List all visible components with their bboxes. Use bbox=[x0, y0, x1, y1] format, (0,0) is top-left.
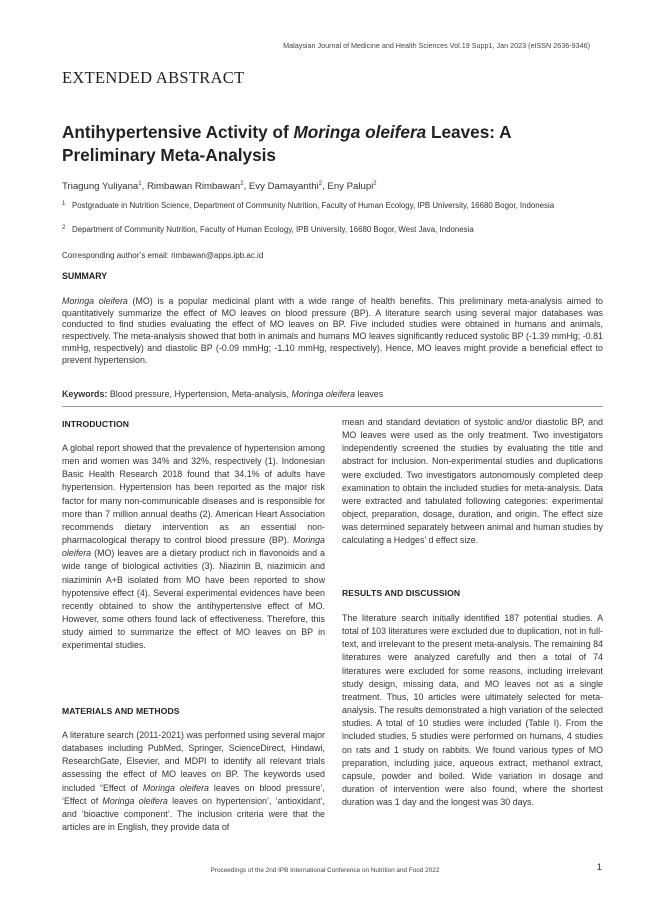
author-name: Evy Damayanthi bbox=[248, 181, 319, 192]
summary-species: Moringa oleifera bbox=[62, 296, 128, 306]
methods-text-continued: mean and standard deviation of systolic and/or diastolic BP, and MO leaves were used as the only treatment. Two investigators independently screened the studies by evaluating the title and abstract for inclusion. Non-experimental studies and duplications were excluded. Two investigators autonomously completed deep examination to obtain the included studies for meta-analysis. Data were extracted and tabulated following categories: experimental object, preparation, dosage, duration, and origin. The effect size was determined separately between animal and human studies by calculating a Hedges’ d effect size. bbox=[342, 417, 603, 546]
author-affiliation-mark: 1 bbox=[138, 180, 142, 187]
page-number: 1 bbox=[596, 862, 602, 873]
keywords: Keywords: Blood pressure, Hypertension, Meta-analysis, Moringa oleifera leaves bbox=[62, 389, 384, 399]
section-divider bbox=[62, 406, 603, 407]
journal-header: Malaysian Journal of Medicine and Health Sciences Vol.19 Supp1, Jan 2023 (eISSN 2636-9346) bbox=[283, 41, 590, 50]
affiliation-number: 2 bbox=[62, 225, 66, 231]
affiliation bbox=[62, 200, 602, 211]
title-part-1: Antihypertensive Activity of bbox=[62, 122, 294, 142]
keywords-label: Keywords: bbox=[62, 389, 108, 399]
summary-heading: SUMMARY bbox=[62, 271, 108, 281]
author-name: Triagung Yuliyana bbox=[62, 181, 139, 192]
summary-text: Moringa oleifera (MO) is a popular medicinal plant with a wide range of health benefits. This preliminary meta-analysis aimed to quantitatively summarize the effect of MO leaves on blood pressure (BP). A literature search using several major databases was conducted to find studies evaluating the effect of MO leaves on BP. Five included studies were obtained in humans and animals, respectively. The meta-analysis showed that both in animals and humans MO leaves significantly reduced systolic BP (-1.39 mmHg; -0.81 mmHg, respectively) and diastolic BP (-0.09 mmHg; -1.10 mmHg, respectively). Hence, MO leaves might provide a beneficial effect to prevent hypertension. bbox=[62, 296, 603, 365]
corresponding-email: Corresponding author’s email: rimbawan@apps.ipb.ac.id bbox=[62, 251, 264, 260]
paper-title bbox=[62, 121, 592, 167]
affiliation-number: 1 bbox=[62, 201, 66, 207]
results-text: The literature search initially identified 187 potential studies. A total of 103 literatures were excluded due to duplication, not in full-text, and irrelevant to the present meta-analysis. The remaining 84 literatures were analyzed carefully and then a total of 74 literatures were excluded for some reasons, including irrelevant study design, missing data, and MO leaves not as a single treatment. Thus, 10 articles were ultimately selected for meta-analysis. The results demonstrated a high variation of the selected studies. A total of 10 studies were included (Table I). From the included studies, 5 studies were performed on humans, 4 studies on rats and 1 study on rabbits. We found various types of MO preparation, including juice, aqueous extract, methanol extract, capsule, powder and boiled. Wide variation in dosage and duration of intervention were also found, where the shortest duration was 1 day and the longest was 30 days. bbox=[342, 613, 603, 808]
introduction-heading: INTRODUCTION bbox=[62, 419, 130, 429]
author-affiliation-mark: 2 bbox=[318, 180, 323, 187]
author-name: Rimbawan Rimbawan bbox=[146, 181, 241, 192]
introduction-text: A global report showed that the prevalence of hypertension among men and women was 34% and 32%, respectively (1). Indonesian Basic Health Research 2018 found that 34.1% of adults have hypertension. Hypertension has been reported as the major risk factor for many non-communicable diseases and is responsible for more than 7 million annual deaths (2). American Heart Association recommends dietary intervention as an essential non-pharmacological therapy to control blood pressure (BP). Moringa oleifera (MO) leaves are a dietary product rich in flavonoids and a wide range of biological activities (3). Niazinin B, niazimicin and niaziminin A+B isolated from MO have been reported to show hypotensive effect (4). Several experimental evidences have been recently obtained to show the antihypertensive effect of MO. However, some others found lack of effectiveness. Therefore, this study aimed to summarize the effect of MO leaves on BP in experimental studies. bbox=[62, 443, 325, 651]
author-affiliation-mark: 2 bbox=[240, 180, 244, 187]
methods-text: A literature search (2011-2021) was performed using several major databases including PubMed, Springer, ScienceDirect, Hindawi, ResearchGate, Elsevier, and MDPI to identify all relevant trials assessing the effect of MO leaves on BP. The keywords used included “Effect of Moringa oleifera leaves on blood pressure’, ‘Effect of Moringa oleifera leaves on hypertension’, ‘antioxidant’, and ‘bioactive component’. The inclusion criteria were that the articles are in English, they provide data of bbox=[62, 730, 326, 833]
author-list: Triagung Yuliyana$^1$, Rimbawan Rimbawan$^2$, Evy Damayanthi$^2$, Eny Palupi$^2$ bbox=[62, 180, 377, 192]
section-type: EXTENDED ABSTRACT bbox=[62, 68, 245, 87]
results-heading: RESULTS AND DISCUSSION bbox=[342, 588, 461, 598]
author-name: Eny Palupi bbox=[327, 181, 374, 192]
author-affiliation-mark: 2 bbox=[373, 180, 377, 187]
methods-heading: MATERIALS AND METHODS bbox=[62, 706, 180, 716]
affiliation-text: Postgraduate in Nutrition Science, Department of Community Nutrition, Faculty of Human Ecology, IPB University, 16680 Bogor, Indonesia bbox=[72, 201, 555, 210]
affiliation-text: Department of Community Nutrition, Faculty of Human Ecology, IPB University, 16680 Bogor, West Java, Indonesia bbox=[72, 225, 474, 234]
title-species: Moringa oleifera bbox=[293, 122, 427, 142]
proceedings-footer: Proceedings of the 2nd IPB International Conference on Nutrition and Food 2022 bbox=[210, 867, 440, 874]
title-part-2: Leaves: A Preliminary Meta-Analysis bbox=[62, 122, 511, 165]
affiliation bbox=[62, 224, 602, 235]
